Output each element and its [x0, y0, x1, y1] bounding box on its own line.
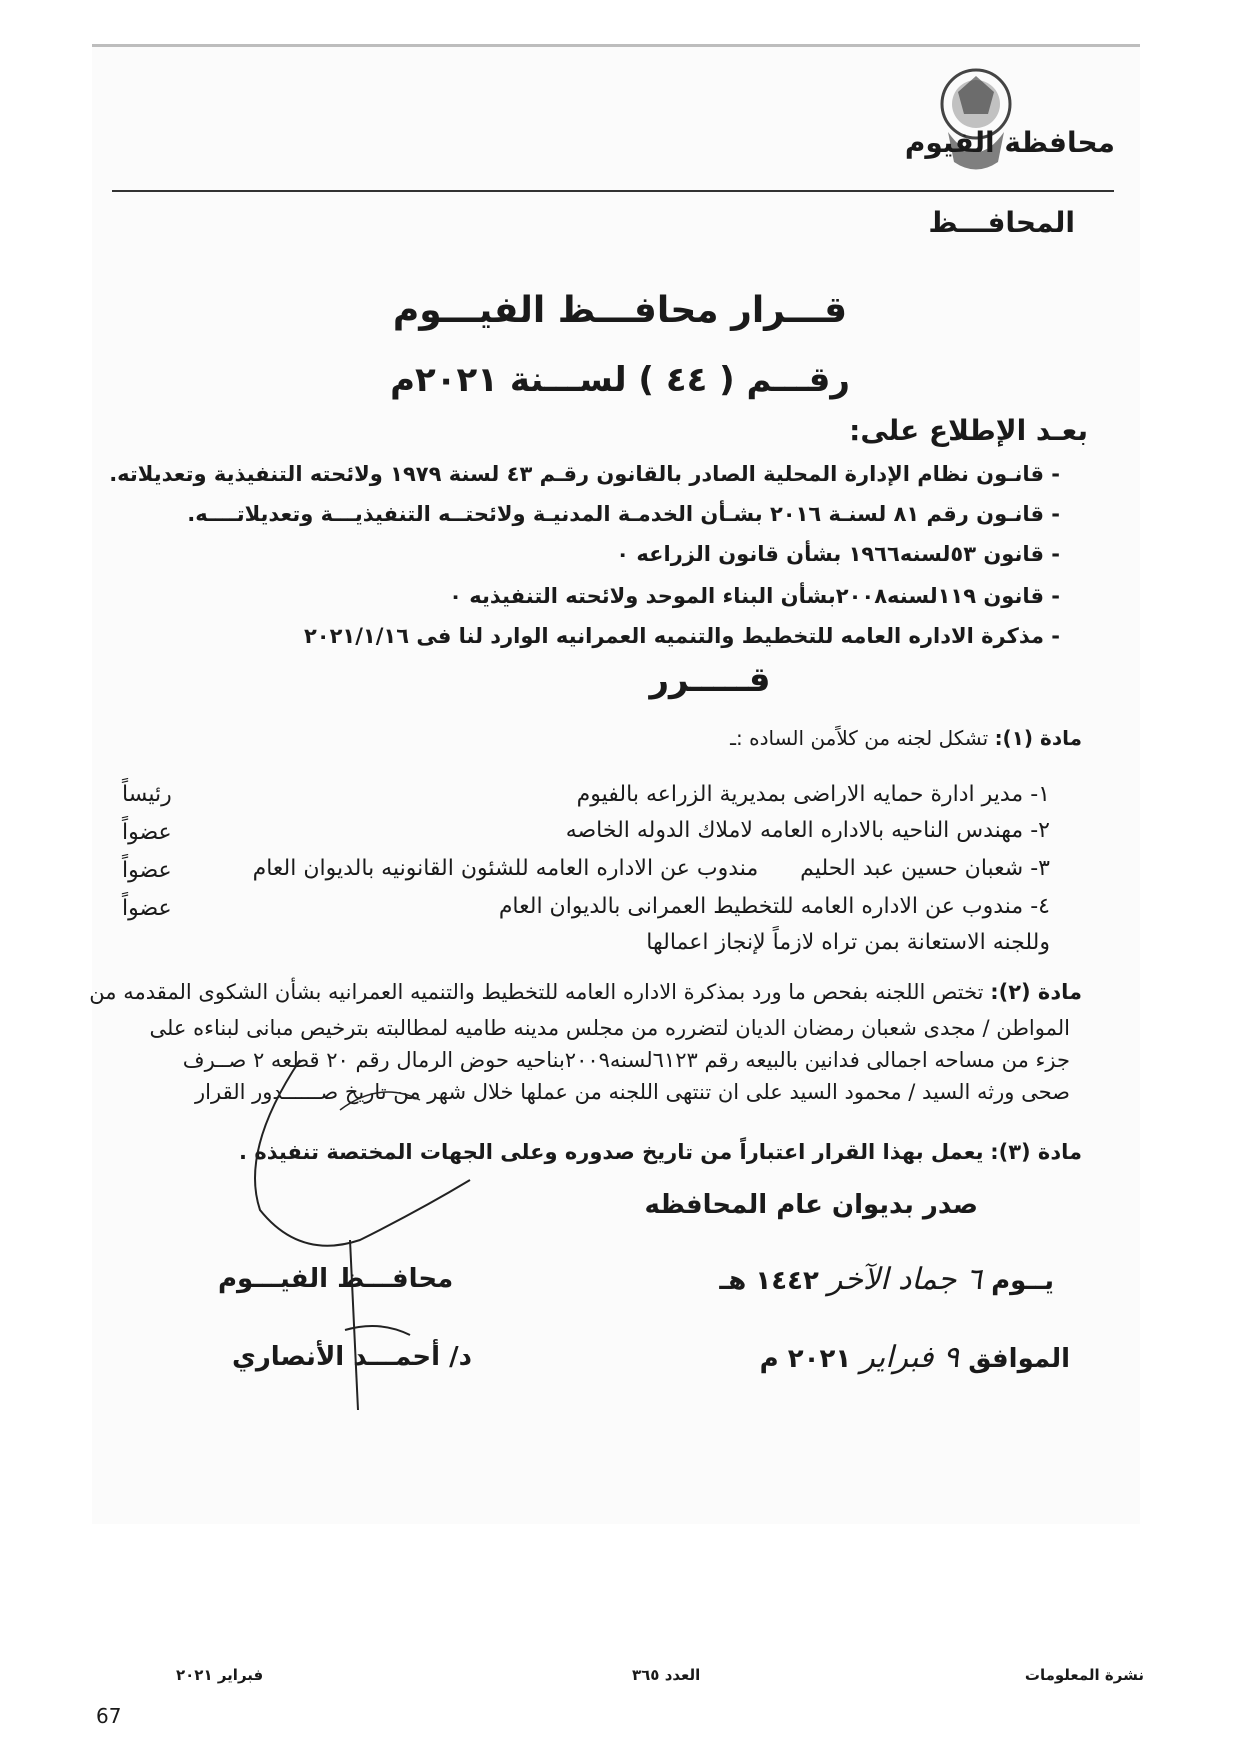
hijri-prefix: يــوم — [991, 1266, 1054, 1296]
article-1-label: مادة (١): — [994, 726, 1082, 750]
committee-member — [253, 856, 1050, 881]
article-2-line — [89, 980, 1082, 1004]
member-text: شعبان حسين عبد الحليم مندوب عن الاداره العامه للشئون القانونيه بالديوان العام — [252, 856, 1024, 881]
member-role: رئيساً — [122, 782, 172, 807]
article-2-line: جزء من مساحه اجمالى فدانين بالبيعه رقم ٦١٢٣لسنه٢٠٠٩بناحيه حوض الرمال رقم ٢٠ قطعه ٢ صــرف — [182, 1048, 1070, 1072]
footer-publication: نشرة المعلومات — [1024, 1666, 1144, 1684]
committee-note: وللجنه الاستعانة بمن تراه لازماً لإنجاز اعمالها — [646, 930, 1050, 955]
article-3-text: يعمل بهذا القرار اعتباراً من تاريخ صدوره وعلى الجهات المختصة تنفيذه . — [239, 1140, 984, 1164]
committee-member — [566, 818, 1050, 843]
committee-member — [577, 782, 1050, 807]
decision-heading: قـــــرر — [649, 660, 771, 700]
member-role: عضواً — [122, 896, 172, 921]
issued-place: صدر بديوان عام المحافظه — [644, 1190, 978, 1220]
greg-prefix: الموافق — [968, 1344, 1070, 1374]
article-2-label: مادة (٢): — [990, 980, 1082, 1004]
hijri-date — [719, 1262, 1054, 1297]
reference-item: - قانون ١١٩لسنه٢٠٠٨بشأن البناء الموحد ولائحته التنفيذيه ٠ — [449, 584, 1060, 608]
preamble-heading: بعـد الإطلاع على: — [849, 414, 1088, 447]
article-1 — [730, 726, 1082, 750]
article-2-text: تختص اللجنه بفحص ما ورد بمذكرة الاداره العامه للتخطيط والتنميه العمرانيه بشأن الشكوى المقدمه من — [89, 980, 984, 1004]
footer-issue: العدد ٣٦٥ — [632, 1666, 701, 1684]
governorate-name: محافظة الفيوم — [904, 126, 1115, 159]
decree-title: قـــرار محافـــظ الفيـــوم — [392, 290, 848, 331]
committee-member — [499, 894, 1050, 919]
member-text: مهندس الناحيه بالاداره العامه لاملاك الدوله الخاصه — [565, 818, 1024, 843]
member-number: ١- — [1030, 782, 1050, 807]
signatory-title: محافـــظ الفيـــوم — [218, 1264, 454, 1294]
member-text: مدير ادارة حمايه الاراضى بمديرية الزراعه بالفيوم — [576, 782, 1024, 807]
article-2-line: المواطن / مجدى شعبان رمضان الديان لتضرره من مجلس مدينه طاميه لمطالبته بترخيص مبانى لبناءه على — [149, 1016, 1070, 1040]
decree-number: رقـــم ( ٤٤ ) لســـنة ٢٠٢١م — [390, 360, 850, 400]
article-1-text: تشكل لجنه من كلاًمن الساده :ـ — [730, 726, 989, 750]
member-number: ٢- — [1030, 818, 1050, 843]
reference-item: - قانـون نظام الإدارة المحلية الصادر بالقانون رقـم ٤٣ لسنة ١٩٧٩ ولائحته التنفيذية وتعديلاته. — [109, 462, 1060, 486]
article-3-label: مادة (٣): — [990, 1140, 1082, 1164]
hijri-handwritten-date: ٦ جماد الآخر — [827, 1262, 983, 1297]
header-rule — [112, 190, 1114, 192]
hijri-year: ١٤٤٢ هـ — [719, 1266, 819, 1296]
article-3 — [239, 1140, 1082, 1164]
reference-item: - قانـون رقم ٨١ لسنـة ٢٠١٦ بشـأن الخدمـة المدنيـة ولائحتــه التنفيذيـــة وتعديلاتــــه. — [187, 502, 1060, 526]
footer-date: فبراير ٢٠٢١ — [176, 1666, 264, 1684]
gregorian-date — [760, 1340, 1070, 1375]
member-text: مندوب عن الاداره العامه للتخطيط العمرانى بالديوان العام — [498, 894, 1024, 919]
member-role: عضواً — [122, 820, 172, 845]
member-number: ٣- — [1030, 856, 1050, 881]
greg-year: ٢٠٢١ م — [759, 1344, 852, 1374]
office-title: المحافـــظ — [928, 206, 1075, 239]
reference-item: - مذكرة الاداره العامه للتخطيط والتنميه العمرانيه الوارد لنا فى ٢٠٢١/١/١٦ — [304, 624, 1060, 648]
member-number: ٤- — [1030, 894, 1050, 919]
article-2-line: صحى ورثه السيد / محمود السيد على ان تنتهى اللجنه من عملها خلال شهر من تاريخ صــــــدور القرار — [195, 1080, 1070, 1104]
page-number: 67 — [96, 1704, 122, 1728]
reference-item: - قانون ٥٣لسنه١٩٦٦ بشأن قانون الزراعه ٠ — [616, 542, 1060, 566]
signatory-name: د/ أحمـــد الأنصاري — [232, 1342, 472, 1372]
member-role: عضواً — [122, 858, 172, 883]
scan-edge — [92, 44, 1140, 47]
greg-handwritten-date: ٩ فبراير — [860, 1340, 960, 1375]
